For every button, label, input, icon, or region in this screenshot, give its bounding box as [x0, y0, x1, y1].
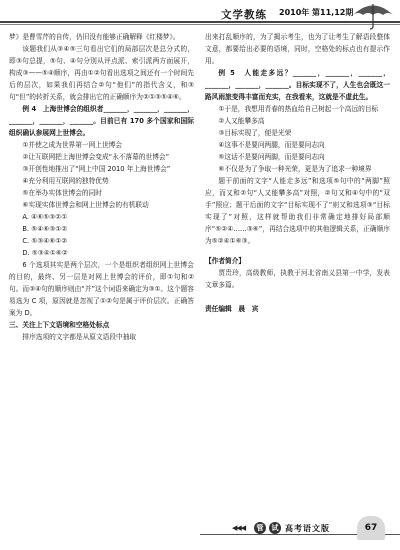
example-4-prompt: 例 4 上海世博会的组织者_______，_______，_______，_______，_______，_______。目前已有 170 多个国家和国际组织确认参展网上世博会。	[9, 105, 194, 137]
author-heading: 【作者简介】	[205, 257, 246, 265]
option-r2: ②人又能攀多高	[218, 117, 265, 125]
header-rule	[0, 21, 400, 23]
author-bio: 贾贵玲，高级教师，执教于河北省南义县第一中学，发表文章多篇。	[205, 269, 390, 289]
footer-badge-1: 管	[254, 522, 266, 534]
footer-title: 高考语文版	[285, 524, 330, 533]
analysis-paragraph-2: 6 个选项其实是两个层次，一个是组织者组织网上世博会的目的，最终、另一层是对网上世博会的评价，即①句和②句。而③④句的顺序则由“并”这个词语来确定为③①。这个题容易选为 C 项，原因就是忽视了①②句是属于评价层次。正确答案为 D。	[9, 261, 194, 317]
paragraph-continuation: 梦》是曹雪芹的自传，仍旧没有能够正确解释《红楼梦》。	[9, 33, 180, 41]
option-r1: ①于是，我想用青春的热血给自己树起一个高远的目标	[218, 105, 379, 113]
issue-label: 2010年 第11,12期	[279, 8, 354, 17]
option-r5: ⑤这话不是要问两脚，而是要问志向	[218, 153, 325, 161]
option-r4: ④这事不是要问两腿，而是要问志向	[218, 141, 325, 149]
arrows-icon: ◀◀◀	[232, 524, 246, 532]
option-3: ③开创性地推出了“网上中国 2010 年上海世博会”	[22, 165, 171, 173]
section-heading: 三、关注上下文语境和空格处标点	[9, 321, 110, 329]
magazine-name: 文学教练	[221, 9, 267, 21]
option-1: ①并使之成为世界第一网上世博会	[22, 141, 123, 149]
option-6: ⑥实现实体世博会和网上世博会的有机联动	[22, 201, 149, 209]
analysis-paragraph: 该题我们从③④⑤三句看出它们的局部层次是总分式的，即③句总提，⑤句、④句分别从评点派、索引派两方面展开，构成③——⑤④顺序，再由①②句看出选项之间还有一个时间先后的层次，如果我们再结合②句“他们”的指代含义，和③句“但”的转折关系，就会排出它的正确顺序为②①③⑤④⑥。	[9, 45, 194, 101]
footer-badge-2: 试	[269, 522, 281, 534]
page-number: 67	[357, 516, 385, 540]
option-4: ④充分利用互联网的独特优势	[22, 177, 109, 185]
page-footer	[0, 510, 400, 550]
paragraph-continuation-right: 出来打乱顺序的，为了揭示考生，也为了让考生了解语段整体文意，都要给出必要的语境，同时，空格处的标点也有提示作用。	[205, 33, 390, 65]
analysis-paragraph-right: 题干前面的文字“人能走多远”和选项⑤句中的“两脚”照应，而又和②句“人又能攀多高”对照，②句又和④句中的“双手”照应；题干后面的文字“目标实现不了”则又和选项③“目标实现了”对照，这样就帮助我们非常确定地排好局部顺序“⑤②④……③⑥”，再结合选项中的其他逻辑关系，正确顺序为⑤②④①⑥③。	[205, 177, 390, 245]
option-2: ②让互联网把上海世博会变成“永不落幕的世博会”	[22, 153, 170, 161]
umbrella-icon	[350, 0, 396, 30]
answer-a: A. ④⑥⑤③②①	[22, 213, 68, 221]
left-column	[9, 31, 194, 343]
option-r3: ③目标实现了，便是光荣	[218, 129, 292, 137]
example-5-prompt: 例 5 人能走多远？_______，_______，_______，_______，_______，_______。目标实现不了，人生也会既这一路风雨旅变得丰富而充实，在我看来，这就是不虚此生。	[205, 69, 390, 101]
option-r6: ⑥不仅是为了争取一种光荣，更是为了追求一种境界	[218, 165, 372, 173]
answer-c: C. ⑤③④⑥①②	[22, 237, 68, 245]
editor-credit: 责任编辑 晨 宾	[205, 305, 259, 313]
answer-b: B. ⑤④⑥③①②	[22, 225, 68, 233]
section-paragraph: 排序选项的文字都是从原文语段中抽取	[22, 333, 137, 341]
header-rule-thin	[0, 24, 400, 25]
right-column	[205, 31, 390, 315]
answer-d: D. ⑤③④①⑥②	[22, 249, 68, 257]
option-5: ⑤在举办实体世博会的同时	[22, 189, 102, 197]
